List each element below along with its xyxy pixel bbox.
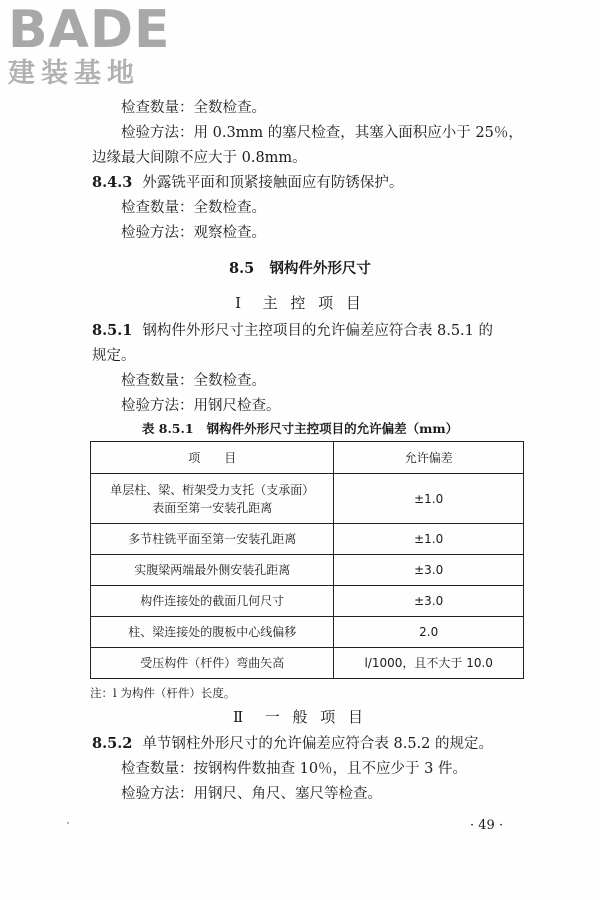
clause-number: 8.5.1	[92, 322, 133, 339]
table-cell-item	[91, 474, 334, 524]
scan-speck	[67, 822, 69, 824]
table-row	[91, 586, 524, 617]
watermark-logo	[8, 0, 178, 94]
check-quantity-line: 检查数量：全数检查。	[121, 200, 266, 216]
table-cell-value: ±3.0	[334, 586, 524, 617]
table-cell-item: 实腹梁两端最外侧安装孔距离	[91, 555, 334, 586]
inspection-method-line: 检验方法：观察检查。	[121, 225, 266, 241]
table-number: 表 8.5.1	[141, 421, 194, 436]
inspection-method-line: 检验方法：用 0.3mm 的塞尺检查，其塞入面积应小于 25％，	[121, 125, 523, 141]
table-cell-item: 柱、梁连接处的腹板中心线偏移	[91, 617, 334, 648]
check-quantity-line: 检查数量：全数检查。	[121, 373, 266, 389]
subsection-title: 主 控 项 目	[262, 294, 365, 312]
clause-8-5-1	[92, 321, 493, 341]
subsection-heading-general	[0, 707, 600, 727]
inspection-method-line: 检验方法：用钢尺、角尺、塞尺等检查。	[121, 786, 382, 802]
clause-number: 8.4.3	[92, 174, 133, 191]
page-number: · 49 ·	[470, 818, 504, 833]
section-title: 钢构件外形尺寸	[269, 260, 371, 277]
table-cell-item: 构件连接处的截面几何尺寸	[91, 586, 334, 617]
clause-continuation: 规定。	[92, 348, 136, 364]
item-line: 表面至第一安装孔距离	[152, 500, 273, 515]
tolerance-table	[90, 441, 524, 679]
subsection-heading-main	[0, 293, 600, 313]
check-quantity-line: 检查数量：全数检查。	[121, 100, 266, 116]
table-row	[91, 617, 524, 648]
inspection-method-line: 检验方法：用钢尺检查。	[121, 398, 281, 414]
item-line: 单层柱、梁、桁架受力支托（支承面）	[110, 482, 315, 497]
table-row	[91, 648, 524, 679]
table-row	[91, 524, 524, 555]
table-row	[91, 555, 524, 586]
table-cell-value: ±1.0	[334, 474, 524, 524]
section-heading	[0, 259, 600, 279]
table-note: 注：l 为构件（杆件）长度。	[90, 686, 236, 700]
table-cell-value: l/1000，且不大于 10.0	[334, 648, 524, 679]
clause-8-4-3	[92, 173, 403, 193]
table-cell-value: ±1.0	[334, 524, 524, 555]
subsection-roman: Ⅱ	[232, 708, 248, 726]
clause-number: 8.5.2	[92, 735, 133, 752]
subsection-title: 一 般 项 目	[264, 708, 368, 726]
section-number: 8.5	[229, 260, 255, 277]
watermark-brand: BADE	[8, 0, 171, 60]
table-cell-item: 多节柱铣平面至第一安装孔距离	[91, 524, 334, 555]
column-header-tolerance: 允许偏差	[334, 442, 524, 474]
clause-8-5-2	[92, 734, 493, 754]
table-header-row	[91, 442, 524, 474]
check-quantity-line: 检查数量：按钢构件数抽查 10％，且不应少于 3 件。	[121, 761, 468, 777]
table-row	[91, 474, 524, 524]
subsection-roman: Ⅰ	[235, 294, 246, 312]
table-caption	[0, 419, 600, 439]
column-header-item: 项 目	[91, 442, 334, 474]
table-cell-value: 2.0	[334, 617, 524, 648]
clause-text: 钢构件外形尺寸主控项目的允许偏差应符合表 8.5.1 的	[142, 323, 493, 339]
clause-text: 外露铣平面和顶紧接触面应有防锈保护。	[142, 175, 404, 191]
continuation-line: 边缘最大间隙不应大于 0.8mm。	[92, 150, 307, 166]
watermark-subtitle: 建装基地	[8, 58, 140, 89]
table-cell-value: ±3.0	[334, 555, 524, 586]
table-title: 钢构件外形尺寸主控项目的允许偏差（mm）	[206, 421, 459, 436]
clause-text: 单节钢柱外形尺寸的允许偏差应符合表 8.5.2 的规定。	[142, 736, 493, 752]
table-cell-item: 受压构件（杆件）弯曲矢高	[91, 648, 334, 679]
